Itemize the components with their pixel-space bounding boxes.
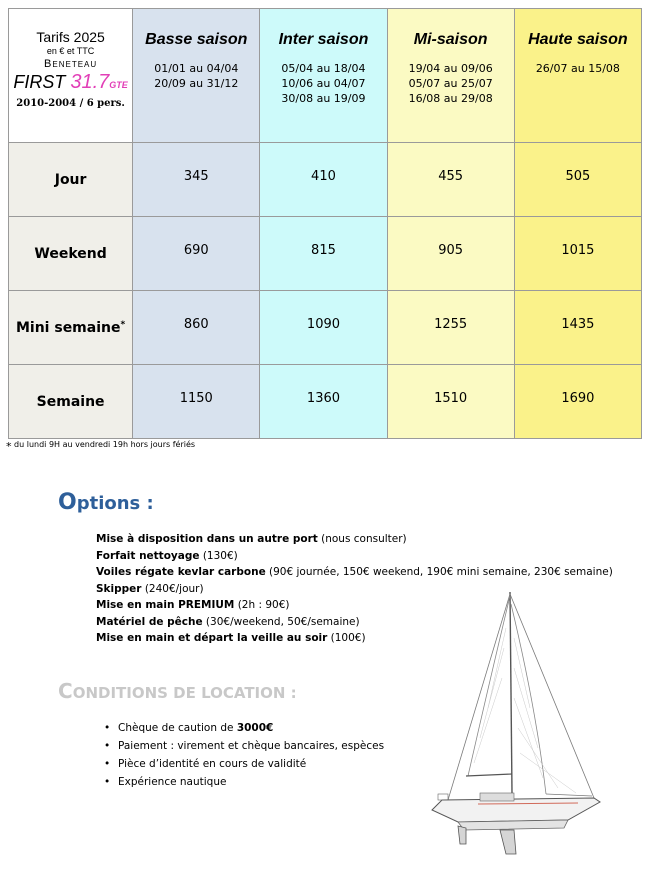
price-cell — [387, 291, 514, 365]
price-cell — [133, 365, 260, 439]
condition-text: Pièce d’identité en cours de validité — [118, 758, 307, 770]
price-cell — [133, 291, 260, 365]
condition-item — [104, 773, 384, 791]
row-label — [9, 143, 133, 217]
date-range: 19/04 au 09/06 — [408, 62, 493, 75]
model-suffix: GTE — [109, 80, 128, 90]
price-value: 860 — [183, 316, 209, 332]
date-range: 10/06 au 04/07 — [281, 77, 366, 90]
option-detail: (90€ journée, 150€ weekend, 190€ mini semaine, 230€ semaine) — [265, 566, 613, 578]
option-detail: (30€/weekend, 50€/semaine) — [202, 615, 360, 628]
table-row — [9, 217, 642, 291]
option-name: Voiles régate kevlar carbone — [96, 566, 266, 578]
option-detail: (240€/jour) — [141, 582, 204, 595]
row-label — [9, 365, 133, 439]
condition-text: Expérience nautique — [118, 776, 227, 788]
option-name: Mise en main et départ la veille au soir — [96, 632, 328, 644]
conditions-title-rest: ONDITIONS DE LOCATION : — [72, 684, 297, 702]
price-cell — [514, 217, 641, 291]
date-range: 05/04 au 18/04 — [281, 62, 366, 75]
date-range: 16/08 au 29/08 — [408, 92, 493, 105]
date-range: 20/09 au 31/12 — [154, 77, 239, 90]
price-cell — [514, 365, 641, 439]
price-cell — [260, 143, 387, 217]
season-name: Haute saison — [528, 31, 628, 48]
row-label-text: Semaine — [36, 393, 105, 410]
conditions-title — [58, 679, 297, 703]
date-range: 01/01 au 04/04 — [154, 62, 239, 75]
price-cell — [514, 291, 641, 365]
condition-text: Chèque de caution de — [118, 722, 237, 734]
price-value: 410 — [311, 168, 336, 184]
row-label-text: Weekend — [34, 245, 107, 262]
date-range: 05/07 au 25/07 — [408, 77, 493, 90]
option-name: Mise en main PREMIUM — [96, 599, 235, 611]
option-detail: (2h : 90€) — [234, 599, 290, 611]
price-value: 690 — [183, 242, 209, 258]
season-name: Inter saison — [278, 31, 369, 48]
option-detail: (130€) — [199, 549, 238, 562]
condition-item — [104, 719, 384, 737]
price-value: 1510 — [434, 390, 468, 406]
season-dates — [260, 61, 386, 106]
price-cell — [260, 217, 387, 291]
date-range: 26/07 au 15/08 — [535, 62, 620, 75]
option-detail: (nous consulter) — [317, 533, 407, 545]
option-name: Mise à disposition dans un autre port — [96, 533, 318, 545]
options-title-initial: O — [58, 490, 77, 515]
footnote — [6, 440, 195, 453]
price-cell — [514, 143, 641, 217]
table-corner-cell — [9, 9, 133, 143]
price-cell — [260, 365, 387, 439]
option-name: Skipper — [96, 582, 142, 595]
season-name: Mi-saison — [413, 31, 488, 48]
option-item — [96, 548, 613, 565]
season-name: Basse saison — [145, 31, 248, 48]
options-title-rest: ptions : — [76, 493, 154, 514]
price-value: 1360 — [306, 390, 341, 406]
price-value: 1150 — [179, 390, 213, 406]
season-header-haute — [514, 9, 641, 143]
model-spec: 2010-2004 / 6 pers. — [16, 98, 125, 109]
price-value: 1015 — [561, 242, 595, 258]
season-header-mi — [387, 9, 514, 143]
season-dates — [515, 61, 641, 76]
price-value: 1255 — [434, 316, 468, 332]
sailboat-illustration — [418, 588, 603, 860]
model-number: 31.7 — [70, 71, 110, 93]
price-value: 1090 — [306, 316, 341, 332]
price-value: 505 — [565, 168, 591, 184]
tarifs-title: Tarifs 2025 — [36, 29, 105, 45]
condition-bold: 3000€ — [236, 722, 274, 734]
table-row — [9, 291, 642, 365]
row-label — [9, 217, 133, 291]
price-value: 345 — [183, 168, 209, 184]
price-cell — [133, 143, 260, 217]
footnote-text: du lundi 9H au vendredi 19h hors jours fériés — [11, 440, 196, 449]
currency-note: en € et TTC — [46, 46, 95, 56]
asterisk-marker: * — [120, 319, 126, 330]
condition-text: Paiement : virement et chèque bancaires, espèces — [118, 740, 385, 752]
row-label-text: Jour — [54, 171, 87, 188]
table-row — [9, 143, 642, 217]
footnote-star: * — [6, 440, 12, 453]
option-name: Matériel de pêche — [96, 615, 203, 628]
price-cell — [133, 217, 260, 291]
table-header-row — [9, 9, 642, 143]
price-value: 905 — [438, 242, 464, 258]
row-label-text: Mini semaine — [15, 319, 121, 336]
price-value: 815 — [311, 242, 336, 258]
brand-name: Beneteau — [44, 58, 98, 70]
season-header-basse — [133, 9, 260, 143]
price-table — [8, 8, 642, 439]
model-name — [9, 71, 132, 94]
condition-item — [104, 755, 384, 773]
table-row — [9, 365, 642, 439]
conditions-title-initial: C — [58, 679, 73, 703]
price-value: 1690 — [561, 390, 595, 406]
price-value: 1435 — [561, 316, 595, 332]
price-value: 455 — [438, 168, 464, 184]
price-cell — [387, 217, 514, 291]
row-label — [9, 291, 133, 365]
price-cell — [387, 365, 514, 439]
price-cell — [387, 143, 514, 217]
price-cell — [260, 291, 387, 365]
options-title — [58, 490, 154, 515]
date-range: 30/08 au 19/09 — [281, 92, 366, 105]
season-dates — [133, 61, 259, 91]
option-item — [96, 531, 613, 548]
model-prefix: FIRST — [13, 72, 71, 92]
condition-item — [104, 737, 384, 755]
season-header-inter — [260, 9, 387, 143]
option-name: Forfait nettoyage — [96, 549, 200, 562]
season-dates — [388, 61, 514, 106]
option-item — [96, 564, 613, 581]
conditions-list — [104, 719, 384, 791]
option-detail: (100€) — [327, 632, 366, 644]
